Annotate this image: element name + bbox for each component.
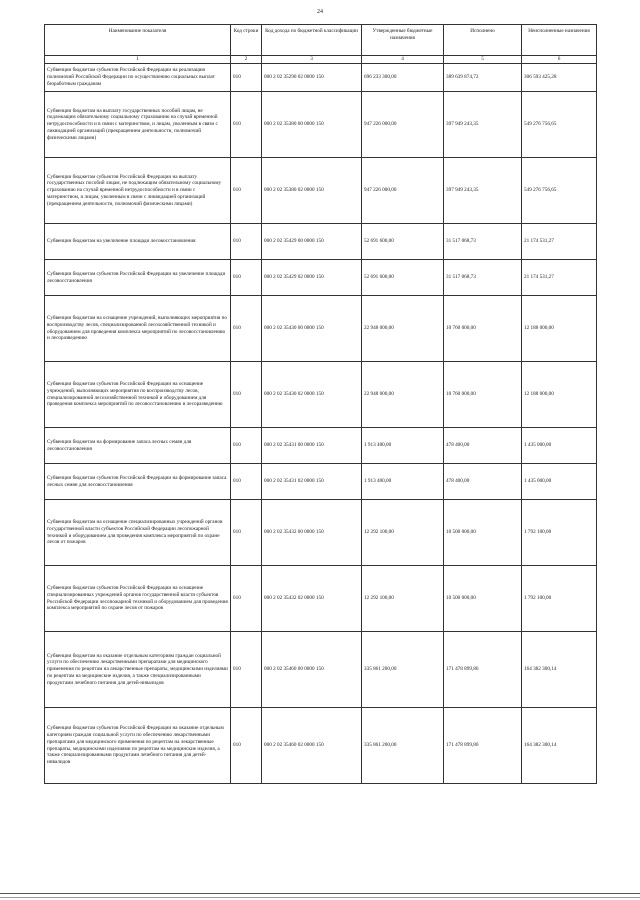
row-executed-cell: 10 500 000,00 — [444, 500, 522, 566]
table-row — [45, 260, 597, 296]
row-name-cell: Субвенции бюджетам на увеличение площади лесовосстановления — [45, 224, 231, 260]
row-approved-cell: 22 948 000,00 — [362, 362, 444, 428]
row-line-code-cell: 010 — [231, 362, 262, 428]
table-row — [45, 296, 597, 362]
column-number: 3 — [262, 56, 362, 64]
row-budget-code-cell: 000 2 02 35430 00 0000 150 — [262, 296, 362, 362]
row-unexecuted-cell: 1 435 000,00 — [522, 464, 597, 500]
row-unexecuted-cell: 21 174 531,27 — [522, 224, 597, 260]
row-executed-cell: 478 400,00 — [444, 464, 522, 500]
row-line-code-cell: 010 — [231, 566, 262, 632]
row-budget-code-cell: 000 2 02 35432 02 0000 150 — [262, 566, 362, 632]
row-approved-cell: 947 226 000,00 — [362, 92, 444, 158]
row-budget-code-cell: 000 2 02 35380 00 0000 150 — [262, 92, 362, 158]
row-budget-code-cell: 000 2 02 35460 02 0000 150 — [262, 708, 362, 784]
row-executed-cell: 31 517 068,73 — [444, 260, 522, 296]
header-name: Наименование показателя — [45, 25, 231, 56]
header-unexecuted: Неисполненные назначения — [522, 25, 597, 56]
table-row — [45, 362, 597, 428]
row-line-code-cell: 010 — [231, 224, 262, 260]
row-executed-cell: 10 760 000,00 — [444, 296, 522, 362]
row-approved-cell: 12 292 100,00 — [362, 566, 444, 632]
row-unexecuted-cell: 1 792 100,00 — [522, 500, 597, 566]
row-name-cell: Субвенции бюджетам субъектов Российской Федерации на выплату государственных пособий лицам, не подлежащим обязательному социальному страхованию на случай временной нетрудоспособности и в связи с материнством, и лицам, уволенным в связи с ликвидацией организаций (прекращением деятельности, полномочий физическими лицами) — [45, 158, 231, 224]
row-executed-cell: 397 949 243,35 — [444, 92, 522, 158]
row-line-code-cell: 010 — [231, 500, 262, 566]
row-line-code-cell: 010 — [231, 260, 262, 296]
row-unexecuted-cell: 549 276 756,65 — [522, 158, 597, 224]
table-row — [45, 158, 597, 224]
column-number: 4 — [362, 56, 444, 64]
row-budget-code-cell: 000 2 02 35429 02 0000 150 — [262, 260, 362, 296]
row-name-cell: Субвенции бюджетам субъектов Российской Федерации на формирование запаса лесных семян для лесовосстановления — [45, 464, 231, 500]
row-name-cell: Субвенции бюджетам на оснащение специализированных учреждений органов государственной власти субъектов Российской Федерации лесопожарной техникой и оборудованием для проведения комплекса мероприятий по охране лесов от пожаров — [45, 500, 231, 566]
table-header-row — [45, 25, 597, 56]
header-approved: Утвержденные бюджетные назначения — [362, 25, 444, 56]
table-row — [45, 64, 597, 92]
row-budget-code-cell: 000 2 02 35429 00 0000 150 — [262, 224, 362, 260]
row-line-code-cell: 010 — [231, 158, 262, 224]
row-approved-cell: 1 913 400,00 — [362, 428, 444, 464]
row-executed-cell: 31 517 068,73 — [444, 224, 522, 260]
row-line-code-cell: 010 — [231, 92, 262, 158]
row-name-cell: Субвенции бюджетам субъектов Российской Федерации на оказание отдельным категориям граждан социальной услуги по обеспечению лекарственными препаратами для медицинского применения по рецептам на лекарственные препараты, медицинскими изделиями по рецептам на медицинские изделия, а также специализированными продуктами лечебного питания для детей-инвалидов — [45, 708, 231, 784]
row-name-cell: Субвенции бюджетам на формирование запаса лесных семян для лесовосстановления — [45, 428, 231, 464]
row-name-cell: Субвенции бюджетам субъектов Российской Федерации на оснащение специализированных учреждений органов государственной власти субъектов Российской Федерации лесопожарной техникой и оборудованием для проведения комплекса мероприятий по охране лесов от пожаров — [45, 566, 231, 632]
header-budget-code: Код дохода по бюджетной классификации — [262, 25, 362, 56]
table-row — [45, 500, 597, 566]
row-budget-code-cell: 000 2 02 35380 02 0000 150 — [262, 158, 362, 224]
row-line-code-cell: 010 — [231, 632, 262, 708]
row-approved-cell: 335 861 200,00 — [362, 708, 444, 784]
column-number: 1 — [45, 56, 231, 64]
row-budget-code-cell: 000 2 02 35430 02 0000 150 — [262, 362, 362, 428]
row-unexecuted-cell: 164 382 300,14 — [522, 632, 597, 708]
row-name-cell: Субвенции бюджетам субъектов Российской Федерации на реализацию полномочий Российской Федерации по осуществлению социальных выплат безработным гражданам — [45, 64, 231, 92]
table-row — [45, 428, 597, 464]
row-budget-code-cell: 000 2 02 35460 00 0000 150 — [262, 632, 362, 708]
row-unexecuted-cell: 1 435 000,00 — [522, 428, 597, 464]
row-line-code-cell: 010 — [231, 296, 262, 362]
column-number: 6 — [522, 56, 597, 64]
table-row — [45, 464, 597, 500]
row-approved-cell: 696 233 300,00 — [362, 64, 444, 92]
row-budget-code-cell: 000 2 02 35431 00 0000 150 — [262, 428, 362, 464]
row-unexecuted-cell: 12 188 000,00 — [522, 296, 597, 362]
row-unexecuted-cell: 12 188 000,00 — [522, 362, 597, 428]
table-row — [45, 566, 597, 632]
row-line-code-cell: 010 — [231, 708, 262, 784]
row-name-cell: Субвенции бюджетам на выплату государственных пособий лицам, не подлежащим обязательному социальному страхованию на случай временной нетрудоспособности и в связи с материнством, и лицам, уволенным в связи с ликвидацией организаций (прекращением деятельности, полномочий физическими лицами) — [45, 92, 231, 158]
row-unexecuted-cell: 1 792 100,00 — [522, 566, 597, 632]
row-approved-cell: 335 861 200,00 — [362, 632, 444, 708]
row-line-code-cell: 010 — [231, 64, 262, 92]
row-budget-code-cell: 000 2 02 35432 00 0000 150 — [262, 500, 362, 566]
page-bottom-rule — [0, 893, 640, 894]
column-number: 5 — [444, 56, 522, 64]
budget-execution-table — [44, 24, 597, 784]
row-approved-cell: 52 691 600,00 — [362, 260, 444, 296]
row-budget-code-cell: 000 2 02 35290 02 0000 150 — [262, 64, 362, 92]
table-row — [45, 92, 597, 158]
row-line-code-cell: 010 — [231, 428, 262, 464]
row-approved-cell: 22 948 000,00 — [362, 296, 444, 362]
row-unexecuted-cell: 21 174 531,27 — [522, 260, 597, 296]
row-executed-cell: 171 478 899,86 — [444, 632, 522, 708]
header-line-code: Код строки — [231, 25, 262, 56]
page-number: 24 — [317, 9, 323, 15]
table-row — [45, 224, 597, 260]
row-executed-cell: 10 760 000,00 — [444, 362, 522, 428]
row-executed-cell: 10 500 000,00 — [444, 566, 522, 632]
row-executed-cell: 389 639 874,72 — [444, 64, 522, 92]
row-unexecuted-cell: 549 276 756,65 — [522, 92, 597, 158]
row-name-cell: Субвенции бюджетам на оснащение учреждений, выполняющих мероприятия по воспроизводству лесов, специализированной лесохозяйственной техникой и оборудованием для проведения комплекса мероприятий по лесовосстановлению и лесоразведению — [45, 296, 231, 362]
row-executed-cell: 171 478 899,86 — [444, 708, 522, 784]
page-bottom-rule — [0, 897, 640, 898]
table-body — [45, 56, 597, 784]
column-number: 2 — [231, 56, 262, 64]
row-budget-code-cell: 000 2 02 35431 02 0000 150 — [262, 464, 362, 500]
row-line-code-cell: 010 — [231, 464, 262, 500]
row-unexecuted-cell: 164 382 300,14 — [522, 708, 597, 784]
row-executed-cell: 478 400,00 — [444, 428, 522, 464]
row-approved-cell: 947 226 000,00 — [362, 158, 444, 224]
row-name-cell: Субвенции бюджетам на оказание отдельным категориям граждан социальной услуги по обеспечению лекарственными препаратами для медицинского применения по рецептам на лекарственные препараты, медицинскими изделиями по рецептам на медицинские изделия, а также специализированными продуктами лечебного питания для детей-инвалидов — [45, 632, 231, 708]
header-executed: Исполнено — [444, 25, 522, 56]
row-name-cell: Субвенции бюджетам субъектов Российской Федерации на увеличение площади лесовосстановления — [45, 260, 231, 296]
row-approved-cell: 12 292 100,00 — [362, 500, 444, 566]
table-row — [45, 632, 597, 708]
table-row — [45, 708, 597, 784]
row-approved-cell: 1 913 400,00 — [362, 464, 444, 500]
column-number-row — [45, 56, 597, 64]
row-unexecuted-cell: 306 593 425,28 — [522, 64, 597, 92]
row-name-cell: Субвенции бюджетам субъектов Российской Федерации на оснащение учреждений, выполняющих мероприятия по воспроизводству лесов, специализированной лесохозяйственной техникой и оборудованием для проведения комплекса мероприятий по лесовосстановлению и лесоразведению — [45, 362, 231, 428]
row-executed-cell: 397 949 243,35 — [444, 158, 522, 224]
row-approved-cell: 52 691 600,00 — [362, 224, 444, 260]
